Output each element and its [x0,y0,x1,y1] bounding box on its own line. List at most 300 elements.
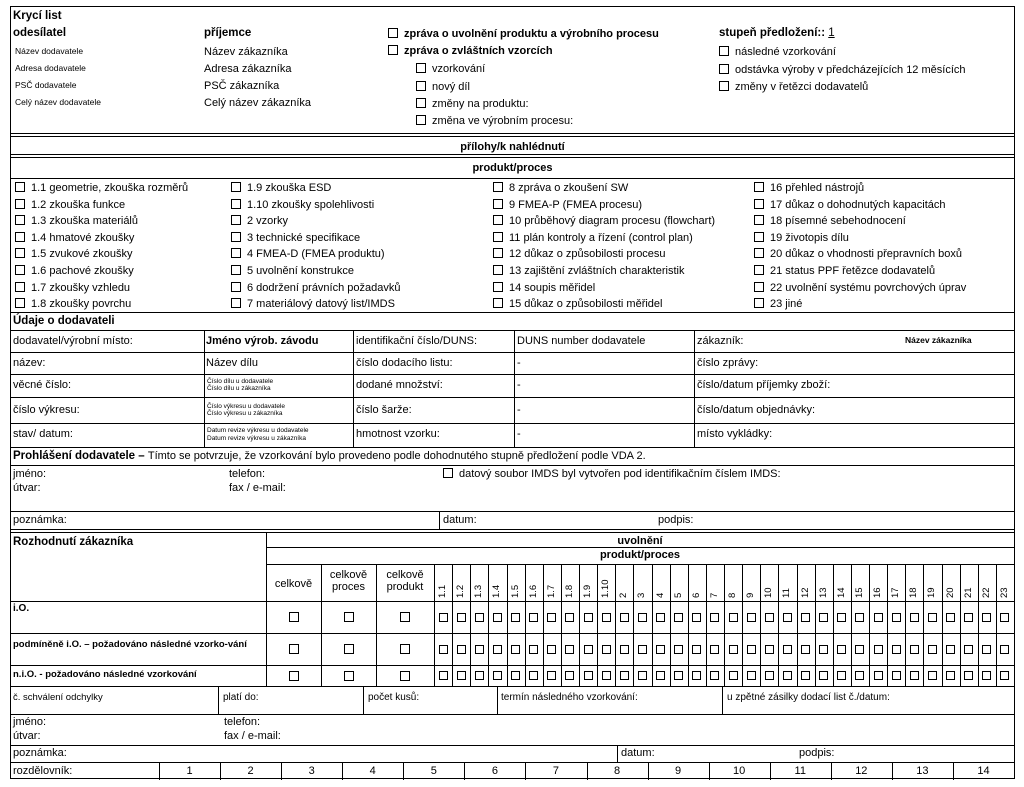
drawing-number-customer[interactable]: Číslo výkresu u zákazníka [207,410,283,417]
attachment-option[interactable]: 18 písemné sebehodnocení [754,215,906,227]
decision-item-checkbox[interactable] [874,671,883,680]
decision-item-column-header: 1.6 [527,584,539,598]
decision-item-column-header: 1.2 [455,584,467,598]
checkbox[interactable] [754,232,764,242]
decision-item-checkbox[interactable] [692,613,701,622]
recipient-line: PSČ zákazníka [204,80,280,92]
decision-item-checkbox[interactable] [855,645,864,654]
decision-item-checkbox[interactable] [493,671,502,680]
return-shipment-label: u zpětné zásilky dodací list č./datum: [727,692,890,703]
decision-item-checkbox[interactable] [946,613,955,622]
checkbox[interactable] [231,199,241,209]
decision-item-checkbox[interactable] [765,613,774,622]
checkbox[interactable] [15,199,25,209]
checkbox[interactable] [754,282,764,292]
decision-item-checkbox[interactable] [638,613,647,622]
checkbox[interactable] [231,282,241,292]
checkbox[interactable] [231,182,241,192]
attachment-option[interactable]: 1.9 zkouška ESD [231,182,331,194]
checkbox[interactable] [15,182,25,192]
duns-label: identifikační číslo/DUNS: [356,335,478,347]
decision-item-column-header: 10 [763,587,775,598]
decision-item-checkbox[interactable] [928,671,937,680]
sender-line: Celý název dodavatele [15,97,102,107]
decision-item-checkbox[interactable] [457,671,466,680]
decision-item-checkbox[interactable] [511,671,520,680]
attachment-option[interactable]: 5 uvolnění konstrukce [231,265,354,277]
decision-item-checkbox[interactable] [584,645,593,654]
decision-item-column-header: 1.9 [582,584,594,598]
decision-item-column-header: 11 [781,588,793,598]
special-item-option[interactable]: nový díl [416,81,470,93]
decision-item-checkbox[interactable] [475,613,484,622]
distribution-number: 5 [430,765,437,777]
checkbox[interactable] [15,265,25,275]
checkbox[interactable] [493,248,503,258]
attachment-option[interactable]: 11 plán kontroly a řízení (control plan) [493,232,693,244]
checkbox[interactable] [416,98,426,108]
decision-item-column-header: 1.10 [600,579,612,598]
decision-item-checkbox[interactable] [656,613,665,622]
pieces-label: počet kusů: [368,692,420,703]
attachment-option[interactable]: 12 důkaz o způsobilosti procesu [493,248,666,260]
attachment-option[interactable]: 14 soupis měřidel [493,282,595,294]
decision-item-column-header: 13 [817,587,829,598]
cust-dept-label: útvar: [13,730,41,742]
decision-item-checkbox[interactable] [747,613,756,622]
distribution-number: 2 [247,765,254,777]
decision-item-checkbox[interactable] [674,671,683,680]
distribution-label: rozdělovník: [13,765,73,777]
decision-main-column-header: celkově produkt [386,569,424,593]
cust-phone-label: telefon: [224,716,261,728]
decision-item-checkbox[interactable] [638,645,647,654]
drawing-number-label: číslo výkresu: [13,404,80,416]
attachment-option[interactable]: 16 přehled nástrojů [754,182,864,194]
attachment-option[interactable]: 1.6 pachové zkoušky [15,265,134,277]
decision-item-checkbox[interactable] [674,645,683,654]
decision-item-checkbox[interactable] [837,645,846,654]
decision-item-checkbox[interactable] [964,671,973,680]
decision-item-checkbox[interactable] [692,645,701,654]
decision-item-checkbox[interactable] [801,645,810,654]
attachment-option[interactable]: 10 průběhový diagram procesu (flowchart) [493,215,715,227]
recipient-label: příjemce [204,27,252,39]
checkbox[interactable] [754,298,764,308]
distribution-number: 13 [916,765,929,777]
decision-item-checkbox[interactable] [1000,671,1009,680]
decision-item-checkbox[interactable] [729,671,738,680]
decision-item-checkbox[interactable] [692,671,701,680]
decision-item-checkbox[interactable] [1000,645,1009,654]
checkbox[interactable] [15,248,25,258]
deviation-number-label: č. schválení odchylky [13,692,103,703]
attachment-option[interactable]: 20 důkaz o vhodnosti přepravních boxů [754,248,962,260]
revision-date-label: stav/ datum: [13,428,73,440]
decision-item-checkbox[interactable] [747,645,756,654]
attachment-option[interactable]: 1.7 zkoušky vzhledu [15,282,130,294]
supplier-plant-label: dodavatel/výrobní místo: [13,335,133,347]
level-item-option[interactable]: odstávka výroby v předcházejících 12 měsících [719,64,966,76]
submission-level-value: 1 [828,27,835,39]
valid-until-label: platí do: [223,692,259,703]
decision-checkbox[interactable] [400,612,410,622]
distribution-number: 6 [491,765,498,777]
duns-value[interactable]: DUNS number dodavatele [517,335,646,347]
cust-sign-label: podpis: [799,747,835,759]
decision-item-checkbox[interactable] [910,671,919,680]
decision-checkbox[interactable] [344,671,354,681]
checkbox[interactable] [719,81,729,91]
attachment-option[interactable]: 2 vzorky [231,215,288,227]
checkbox[interactable] [754,248,764,258]
supplier-plant-value[interactable]: Jméno výrob. závodu [206,335,319,347]
distribution-number: 1 [186,765,193,777]
level-item-option[interactable]: změny v řetězci dodavatelů [719,81,868,93]
delivery-note-value[interactable]: - [517,357,521,369]
form-title: Krycí list [13,10,62,22]
decision-item-column-header: 8 [727,592,739,598]
decision-item-column-header: 23 [998,587,1010,598]
sender-line: PSČ dodavatele [15,80,77,90]
checkbox[interactable] [231,215,241,225]
checkbox[interactable] [754,265,764,275]
checkbox[interactable] [493,182,503,192]
decl-sign-label: podpis: [658,514,694,526]
delivery-note-label: číslo dodacího listu: [356,357,453,369]
decision-item-checkbox[interactable] [982,613,991,622]
checkbox[interactable] [15,282,25,292]
decision-item-checkbox[interactable] [892,671,901,680]
submission-level: stupeň předložení:: 1 [719,27,835,39]
decision-checkbox[interactable] [344,644,354,654]
cust-note-label: poznámka: [13,747,67,759]
decision-item-column-header: 1.4 [491,584,503,598]
checkbox[interactable] [719,46,729,56]
decision-item-checkbox[interactable] [819,671,828,680]
decision-item-checkbox[interactable] [910,645,919,654]
part-name-label: název: [13,357,46,369]
decl-date-label: datum: [443,514,477,526]
decision-item-checkbox[interactable] [602,645,611,654]
decision-checkbox[interactable] [289,671,299,681]
decision-checkbox[interactable] [400,671,410,681]
decision-item-checkbox[interactable] [547,645,556,654]
decision-item-checkbox[interactable] [710,645,719,654]
decision-item-checkbox[interactable] [493,613,502,622]
decision-item-checkbox[interactable] [855,613,864,622]
checkbox[interactable] [754,182,764,192]
report-special-option[interactable]: zpráva o zvláštních vzorcích [388,45,553,57]
decision-item-column-header: 1.8 [563,584,575,598]
checkbox[interactable] [416,81,426,91]
revision-date-supplier[interactable]: Datum revize výkresu u dodavatele [207,427,309,434]
checkbox[interactable] [754,215,764,225]
checkbox[interactable] [231,232,241,242]
decision-item-checkbox[interactable] [710,671,719,680]
part-number-supplier[interactable]: Číslo dílu u dodavatele [207,378,274,385]
decision-item-checkbox[interactable] [783,671,792,680]
decision-item-checkbox[interactable] [747,671,756,680]
decision-item-column-header: 21 [962,587,974,598]
decision-item-column-header: 7 [708,592,720,598]
checkbox[interactable] [231,298,241,308]
recipient-line: Název zákazníka [204,46,288,58]
decision-item-column-header: 4 [654,592,666,598]
checkbox[interactable] [231,248,241,258]
decision-item-checkbox[interactable] [783,645,792,654]
checkbox[interactable] [231,265,241,275]
decision-item-checkbox[interactable] [964,645,973,654]
attachment-option[interactable]: 13 zajištění zvláštních charakteristik [493,265,684,277]
decision-item-checkbox[interactable] [602,613,611,622]
checkbox[interactable] [719,64,729,74]
supplier-title: Údaje o dodavateli [13,315,115,327]
cover-sheet-form [10,6,1015,779]
part-number-label: věcné číslo: [13,379,72,391]
drawing-number-supplier[interactable]: Číslo výkresu u dodavatele [207,403,286,410]
attachment-option[interactable]: 8 zpráva o zkoušení SW [493,182,628,194]
sample-weight-value[interactable]: - [517,428,521,440]
checkbox[interactable] [493,265,503,275]
attachment-option[interactable]: 19 životopis dílu [754,232,849,244]
decision-item-checkbox[interactable] [602,671,611,680]
checkbox[interactable] [754,199,764,209]
attachments-subtitle: produkt/proces [472,162,553,174]
goods-receipt-label: číslo/datum příjemky zboží: [697,379,831,391]
decision-item-checkbox[interactable] [874,645,883,654]
attachment-option[interactable]: 23 jiné [754,298,802,310]
decision-item-column-header: 12 [799,587,811,598]
decision-checkbox[interactable] [344,612,354,622]
decision-item-checkbox[interactable] [783,613,792,622]
decision-main-column-header: celkově [274,578,313,590]
attachment-option[interactable]: 4 FMEA-D (FMEA produktu) [231,248,385,260]
part-name-value[interactable]: Název dílu [206,357,258,369]
checkbox[interactable] [15,298,25,308]
decision-main-column-header: celkově proces [329,569,368,593]
checkbox[interactable] [493,199,503,209]
product-process-header: produkt/proces [599,549,681,561]
decision-title: Rozhodnutí zákazníka [13,536,134,548]
decision-checkbox[interactable] [289,644,299,654]
decision-item-checkbox[interactable] [620,613,629,622]
attachment-option[interactable]: 1.8 zkoušky povrchu [15,298,131,310]
attachment-option[interactable]: 6 dodržení právních požadavků [231,282,401,294]
distribution-number: 9 [675,765,682,777]
revision-date-customer[interactable]: Datum revize výkresu u zákazníka [207,435,306,442]
unloading-place-label: místo vykládky: [697,428,773,440]
distribution-number: 14 [977,765,990,777]
decision-item-checkbox[interactable] [982,671,991,680]
decision-item-column-header: 18 [908,587,920,598]
level-item-option[interactable]: následné vzorkování [719,46,836,58]
decision-item-column-header: 5 [672,592,684,598]
decision-item-checkbox[interactable] [475,671,484,680]
decision-item-checkbox[interactable] [874,613,883,622]
checkbox[interactable] [416,115,426,125]
decl-note-label: poznámka: [13,514,67,526]
decision-item-checkbox[interactable] [674,613,683,622]
decision-item-checkbox[interactable] [710,613,719,622]
checkbox[interactable] [15,215,25,225]
decision-item-checkbox[interactable] [439,671,448,680]
decision-item-checkbox[interactable] [892,613,901,622]
checkbox[interactable] [416,63,426,73]
attachment-option[interactable]: 3 technické specifikace [231,232,360,244]
decision-item-column-header: 9 [745,592,757,598]
decision-item-checkbox[interactable] [837,613,846,622]
attachment-option[interactable]: 17 důkaz o dohodnutých kapacitách [754,199,946,211]
decision-item-checkbox[interactable] [547,613,556,622]
decision-item-checkbox[interactable] [928,645,937,654]
attachment-option[interactable]: 9 FMEA-P (FMEA procesu) [493,199,642,211]
checkbox[interactable] [493,298,503,308]
decision-item-checkbox[interactable] [565,645,574,654]
resampling-term-label: termín následného vzorkování: [501,692,638,703]
decision-item-checkbox[interactable] [457,645,466,654]
decision-item-checkbox[interactable] [765,671,774,680]
distribution-number: 11 [794,765,806,777]
decision-item-checkbox[interactable] [529,613,538,622]
quantity-value[interactable]: - [517,379,521,391]
attachment-option[interactable]: 1.2 zkouška funkce [15,199,125,211]
decision-item-checkbox[interactable] [511,645,520,654]
sender-line: Adresa dodavatele [15,63,86,73]
decision-item-checkbox[interactable] [946,645,955,654]
distribution-number: 8 [613,765,621,777]
attachment-option[interactable]: 7 materiálový datový list/IMDS [231,298,395,310]
attachment-option[interactable]: 1.10 zkoušky spolehlivosti [231,199,374,211]
decision-item-checkbox[interactable] [620,645,629,654]
attachment-option[interactable]: 1.3 zkouška materiálů [15,215,138,227]
decision-item-checkbox[interactable] [656,671,665,680]
decl-name-label: jméno: [13,468,47,480]
decision-item-checkbox[interactable] [565,613,574,622]
cust-name-label: jméno: [13,716,47,728]
special-item-option[interactable]: změna ve výrobním procesu: [416,115,573,127]
decision-item-column-header: 20 [944,587,956,598]
decision-item-column-header: 16 [872,587,884,598]
checkbox[interactable] [388,28,398,38]
checkbox[interactable] [493,232,503,242]
decision-checkbox[interactable] [289,612,299,622]
decision-item-checkbox[interactable] [529,671,538,680]
order-number-label: číslo/datum objednávky: [697,404,816,416]
decision-item-checkbox[interactable] [620,671,629,680]
decision-row-label: i.O. [13,603,30,614]
decision-item-column-header: 19 [926,587,938,598]
attachment-option[interactable]: 22 uvolnění systému povrchových úprav [754,282,966,294]
decision-item-column-header: 1.3 [473,584,485,598]
decision-item-checkbox[interactable] [638,671,647,680]
decision-item-checkbox[interactable] [837,671,846,680]
decision-item-checkbox[interactable] [801,613,810,622]
decision-row-label: n.i.O. - požadováno následné vzorkování [13,669,197,680]
report-release-option[interactable]: zpráva o uvolnění produktu a výrobního procesu [388,28,659,40]
decision-item-checkbox[interactable] [656,645,665,654]
decision-item-column-header: 1.5 [509,584,521,598]
decision-row-label: podmíněně i.O. – požadováno následné vzorko-vání [13,639,247,650]
checkbox[interactable] [493,215,503,225]
decision-item-column-header: 15 [853,587,865,598]
cust-fax-label: fax / e-mail: [224,730,281,742]
part-number-customer[interactable]: Číslo dílu u zákazníka [207,385,271,392]
declaration-heading: Prohlášení dodavatele – Tímto se potvrzuje, že vzorkování bylo provedeno podle dohodnutého stupně předložení podle VDA 2. [13,450,646,462]
decision-item-checkbox[interactable] [729,645,738,654]
imds-option[interactable]: datový soubor IMDS byl vytvořen pod identifikačním číslem IMDS: [443,468,781,480]
report-number-label: číslo zprávy: [697,357,759,369]
decision-item-checkbox[interactable] [511,613,520,622]
recipient-line: Adresa zákazníka [204,63,292,75]
decision-item-checkbox[interactable] [928,613,937,622]
distribution-number: 7 [552,765,560,777]
decision-item-checkbox[interactable] [439,645,448,654]
release-header: uvolnění [617,535,663,547]
decision-item-checkbox[interactable] [801,671,810,680]
decision-item-checkbox[interactable] [729,613,738,622]
attachment-option[interactable]: 1.5 zvukové zkoušky [15,248,133,260]
checkbox[interactable] [388,45,398,55]
decision-item-checkbox[interactable] [439,613,448,622]
cust-date-label: datum: [621,747,655,759]
quantity-label: dodané množství: [356,379,443,391]
recipient-line: Celý název zákazníka [204,97,311,109]
decision-item-checkbox[interactable] [819,645,828,654]
attachment-option[interactable]: 1.1 geometrie, zkouška rozměrů [15,182,188,194]
decision-item-checkbox[interactable] [1000,613,1009,622]
decision-item-column-header: 1.7 [545,584,557,598]
decision-item-checkbox[interactable] [964,613,973,622]
batch-number-value[interactable]: - [517,404,521,416]
attachment-option[interactable]: 1.4 hmatové zkoušky [15,232,134,244]
checkbox[interactable] [493,282,503,292]
decision-item-column-header: 22 [980,587,992,598]
decision-item-checkbox[interactable] [765,645,774,654]
decision-item-checkbox[interactable] [892,645,901,654]
decision-item-checkbox[interactable] [819,613,828,622]
checkbox[interactable] [15,232,25,242]
distribution-number: 10 [733,765,746,777]
attachment-option[interactable]: 21 status PPF řetězce dodavatelů [754,265,935,277]
decl-fax-label: fax / e-mail: [229,482,286,494]
decision-item-column-header: 1.1 [437,584,449,598]
decision-item-checkbox[interactable] [475,645,484,654]
decision-checkbox[interactable] [400,644,410,654]
decision-item-checkbox[interactable] [547,671,556,680]
decision-item-checkbox[interactable] [910,613,919,622]
decision-item-checkbox[interactable] [855,671,864,680]
decision-item-checkbox[interactable] [493,645,502,654]
attachments-title: přílohy/k nahlédnutí [460,141,565,153]
customer-value[interactable]: Název zákazníka [905,335,972,345]
decision-item-checkbox[interactable] [565,671,574,680]
decision-item-checkbox[interactable] [457,613,466,622]
distribution-number: 4 [369,765,376,777]
decision-item-checkbox[interactable] [946,671,955,680]
decision-item-column-header: 3 [636,592,648,598]
decl-dept-label: útvar: [13,482,41,494]
decision-item-checkbox[interactable] [982,645,991,654]
checkbox[interactable] [443,468,453,478]
decision-item-checkbox[interactable] [584,613,593,622]
decision-item-checkbox[interactable] [529,645,538,654]
decision-item-checkbox[interactable] [584,671,593,680]
special-item-option[interactable]: změny na produktu: [416,98,529,110]
decision-item-column-header: 2 [618,592,630,598]
special-item-option[interactable]: vzorkování [416,63,485,75]
attachment-option[interactable]: 15 důkaz o způsobilosti měřidel [493,298,662,310]
